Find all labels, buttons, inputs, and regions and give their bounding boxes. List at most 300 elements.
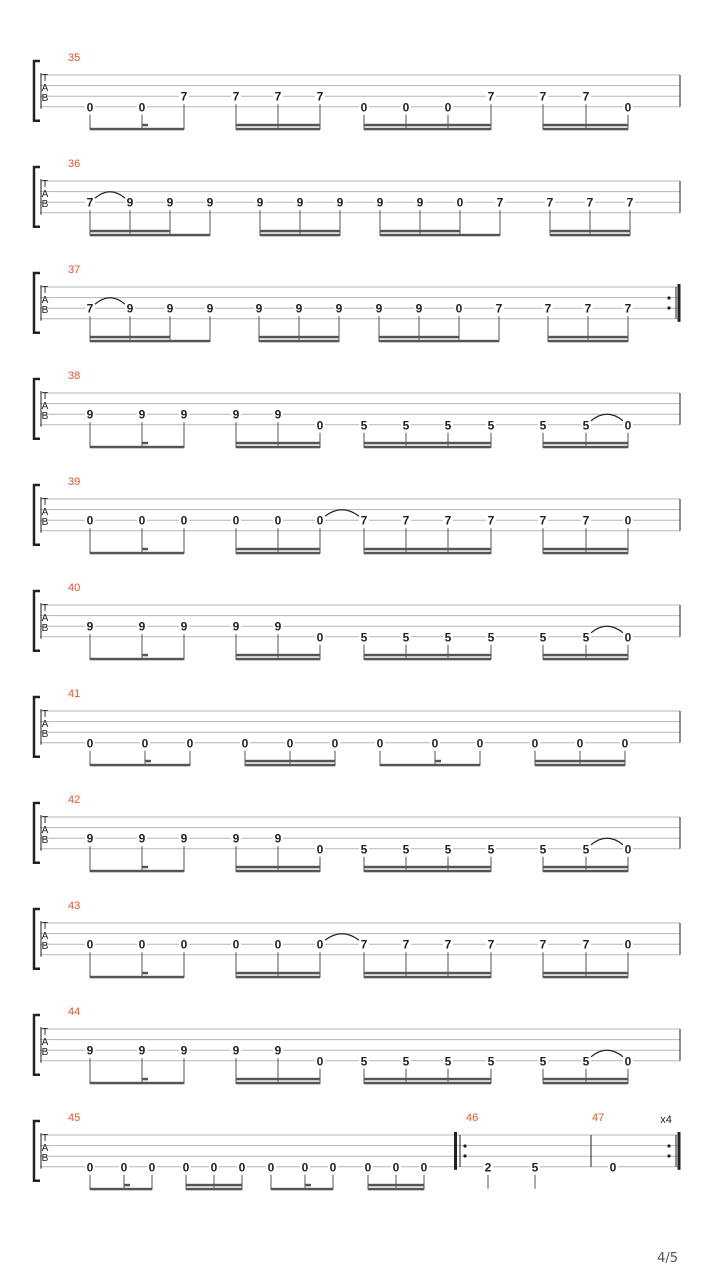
fret-number: 7 — [544, 301, 552, 316]
fret-number: 9 — [232, 831, 240, 846]
beam-secondary — [543, 654, 628, 657]
beam-secondary — [245, 760, 335, 763]
system-bracket — [34, 273, 40, 333]
fret-number: 9 — [274, 1043, 282, 1058]
beam-primary — [186, 1188, 242, 1191]
fret-number: 9 — [376, 195, 384, 210]
tab-clef-letter: T — [41, 391, 49, 402]
beam-secondary — [364, 1078, 491, 1081]
tab-clef-letter: T — [41, 709, 49, 720]
fret-number: 0 — [420, 1160, 428, 1175]
fret-number: 5 — [582, 630, 590, 645]
beam-primary — [543, 446, 628, 449]
fret-number: 5 — [531, 1160, 539, 1175]
fret-number: 5 — [402, 842, 410, 857]
fret-number: 7 — [582, 937, 590, 952]
tie-arc — [325, 934, 359, 941]
measure-number: 46 — [466, 1112, 479, 1124]
fret-number: 5 — [444, 418, 452, 433]
repeat-dot — [667, 1144, 670, 1147]
fret-number: 5 — [539, 418, 547, 433]
tab-clef-letter: A — [41, 83, 49, 94]
fret-number: 2 — [484, 1160, 492, 1175]
tab-clef-letter: B — [41, 623, 49, 634]
fret-number: 5 — [444, 630, 452, 645]
beam-primary — [368, 1188, 424, 1191]
beam-primary — [543, 658, 628, 661]
beam-primary — [90, 552, 184, 555]
fret-number: 7 — [444, 513, 452, 528]
measure-number: 40 — [68, 582, 81, 594]
fret-number: 9 — [138, 619, 146, 634]
beam-primary — [550, 234, 630, 237]
tie-arc — [591, 626, 623, 633]
fret-number: 0 — [180, 513, 188, 528]
fret-number: 0 — [148, 1160, 156, 1175]
beam-stub — [435, 760, 441, 763]
beam-primary — [90, 870, 184, 873]
fret-number: 0 — [624, 100, 632, 115]
fret-number: 7 — [232, 89, 240, 104]
tab-clef-letter: A — [41, 931, 49, 942]
fret-number: 0 — [316, 630, 324, 645]
beam-primary — [364, 1082, 491, 1085]
beam-primary — [90, 128, 184, 131]
beam-secondary — [368, 1184, 424, 1187]
fret-number: 0 — [141, 736, 149, 751]
tab-clef-letter: B — [41, 411, 49, 422]
beam-primary — [90, 764, 190, 767]
measure-number: 37 — [68, 264, 81, 276]
tab-clef-letter: T — [41, 1027, 49, 1038]
tab-clef-letter: A — [41, 507, 49, 518]
fret-number: 0 — [232, 937, 240, 952]
fret-number: 0 — [316, 1054, 324, 1069]
tab-clef-letter: T — [41, 285, 49, 296]
measure-number: 44 — [68, 1006, 81, 1018]
fret-number: 9 — [180, 1043, 188, 1058]
page-number: 4/5 — [657, 1251, 678, 1266]
tab-clef-letter: A — [41, 613, 49, 624]
fret-number: 9 — [126, 195, 134, 210]
fret-number: 7 — [584, 301, 592, 316]
fret-number: 9 — [86, 619, 94, 634]
measure-number: 39 — [68, 476, 81, 488]
beam-primary — [236, 870, 320, 873]
tab-clef-letter: B — [41, 729, 49, 740]
beam-primary — [90, 234, 210, 237]
beam-secondary — [364, 442, 491, 445]
beam-primary — [380, 764, 480, 767]
tie-arc — [325, 510, 359, 517]
fret-number: 5 — [402, 630, 410, 645]
fret-number: 9 — [138, 831, 146, 846]
fret-number: 7 — [539, 513, 547, 528]
beam-primary — [259, 340, 339, 343]
fret-number: 5 — [487, 630, 495, 645]
tab-clef-letter: T — [41, 815, 49, 826]
fret-number: 9 — [415, 301, 423, 316]
repeat-dot — [667, 306, 670, 309]
tab-clef-letter: B — [41, 941, 49, 952]
fret-number: 0 — [238, 1160, 246, 1175]
beam-secondary — [236, 654, 320, 657]
fret-number: 9 — [416, 195, 424, 210]
beam-secondary — [543, 442, 628, 445]
beam-primary — [543, 870, 628, 873]
beam-primary — [380, 234, 500, 237]
fret-number: 9 — [296, 195, 304, 210]
fret-number: 5 — [360, 842, 368, 857]
measure-number: 38 — [68, 370, 81, 382]
beam-stub — [142, 548, 148, 551]
beam-primary — [364, 552, 491, 555]
fret-number: 9 — [336, 195, 344, 210]
system-bracket — [34, 591, 40, 651]
beam-secondary — [380, 230, 460, 233]
system-bracket — [34, 1121, 40, 1181]
system-bracket — [34, 803, 40, 863]
fret-number: 0 — [182, 1160, 190, 1175]
tab-clef-letter: A — [41, 295, 49, 306]
beam-primary — [90, 340, 210, 343]
tie-arc — [95, 298, 125, 305]
fret-number: 7 — [487, 937, 495, 952]
beam-secondary — [543, 972, 628, 975]
fret-number: 0 — [576, 736, 584, 751]
fret-number: 0 — [316, 937, 324, 952]
fret-number: 0 — [316, 418, 324, 433]
fret-number: 9 — [206, 301, 214, 316]
beam-primary — [364, 976, 491, 979]
system-bracket — [34, 909, 40, 969]
fret-number: 0 — [624, 513, 632, 528]
fret-number: 5 — [582, 842, 590, 857]
beam-primary — [364, 658, 491, 661]
beam-primary — [90, 658, 184, 661]
fret-number: 9 — [255, 301, 263, 316]
system-bracket — [34, 61, 40, 121]
beam-stub — [142, 972, 148, 975]
fret-number: 5 — [402, 418, 410, 433]
fret-number: 5 — [360, 630, 368, 645]
beam-stub — [142, 866, 148, 869]
fret-number: 0 — [329, 1160, 337, 1175]
fret-number: 9 — [180, 831, 188, 846]
beam-secondary — [90, 230, 170, 233]
fret-number: 9 — [256, 195, 264, 210]
beam-secondary — [543, 548, 628, 551]
fret-number: 0 — [120, 1160, 128, 1175]
beam-primary — [379, 340, 499, 343]
tab-clef-letter: A — [41, 1143, 49, 1154]
fret-number: 0 — [232, 513, 240, 528]
fret-number: 5 — [582, 1054, 590, 1069]
fret-number: 9 — [335, 301, 343, 316]
fret-number: 9 — [232, 407, 240, 422]
fret-number: 7 — [444, 937, 452, 952]
fret-number: 9 — [126, 301, 134, 316]
fret-number: 9 — [86, 407, 94, 422]
beam-secondary — [236, 548, 320, 551]
fret-number: 0 — [301, 1160, 309, 1175]
fret-number: 0 — [86, 100, 94, 115]
tab-clef-letter: A — [41, 1037, 49, 1048]
beam-primary — [548, 340, 628, 343]
beam-primary — [236, 1082, 320, 1085]
beam-primary — [543, 976, 628, 979]
repeat-end-barline — [678, 1132, 681, 1170]
fret-number: 0 — [624, 937, 632, 952]
tab-clef-letter: B — [41, 517, 49, 528]
fret-number: 7 — [180, 89, 188, 104]
beam-primary — [364, 446, 491, 449]
tab-clef-letter: A — [41, 189, 49, 200]
fret-number: 0 — [624, 630, 632, 645]
fret-number: 0 — [86, 1160, 94, 1175]
beam-primary — [364, 128, 491, 131]
beam-stub — [142, 124, 148, 127]
fret-number: 5 — [539, 630, 547, 645]
beam-secondary — [543, 124, 628, 127]
fret-number: 7 — [546, 195, 554, 210]
fret-number: 0 — [624, 1054, 632, 1069]
fret-number: 7 — [360, 513, 368, 528]
tab-clef-letter: B — [41, 93, 49, 104]
beam-stub — [142, 442, 148, 445]
tab-clef-letter: B — [41, 835, 49, 846]
fret-number: 0 — [609, 1160, 617, 1175]
beam-secondary — [236, 1078, 320, 1081]
tab-clef-letter: B — [41, 305, 49, 316]
beam-stub — [142, 654, 148, 657]
fret-number: 0 — [138, 937, 146, 952]
fret-number: 9 — [180, 407, 188, 422]
beam-secondary — [260, 230, 340, 233]
fret-number: 7 — [496, 195, 504, 210]
beam-stub — [145, 760, 151, 763]
fret-number: 7 — [586, 195, 594, 210]
measure-number: 47 — [592, 1112, 605, 1124]
beam-primary — [245, 764, 335, 767]
fret-number: 7 — [539, 89, 547, 104]
beam-primary — [90, 976, 184, 979]
fret-number: 0 — [624, 418, 632, 433]
beam-secondary — [548, 336, 628, 339]
beam-secondary — [550, 230, 630, 233]
fret-number: 0 — [376, 736, 384, 751]
measure-number: 35 — [68, 52, 81, 64]
fret-number: 7 — [316, 89, 324, 104]
beam-secondary — [364, 124, 491, 127]
fret-number: 0 — [138, 513, 146, 528]
tie-arc — [591, 838, 623, 845]
fret-number: 5 — [487, 418, 495, 433]
tab-clef-letter: T — [41, 497, 49, 508]
fret-number: 9 — [166, 195, 174, 210]
measure-number: 43 — [68, 900, 81, 912]
beam-stub — [305, 1184, 311, 1187]
repeat-dot — [667, 1154, 670, 1157]
fret-number: 9 — [180, 619, 188, 634]
fret-number: 0 — [274, 937, 282, 952]
fret-number: 0 — [186, 736, 194, 751]
tab-clef-letter: B — [41, 1047, 49, 1058]
system-bracket — [34, 1015, 40, 1075]
beam-secondary — [379, 336, 459, 339]
fret-number: 0 — [316, 842, 324, 857]
fret-number: 7 — [582, 513, 590, 528]
fret-number: 0 — [531, 736, 539, 751]
beam-primary — [543, 552, 628, 555]
tab-clef-letter: B — [41, 1153, 49, 1164]
tab-clef-letter: T — [41, 603, 49, 614]
system-bracket — [34, 485, 40, 545]
beam-primary — [236, 658, 320, 661]
fret-number: 0 — [286, 736, 294, 751]
repeat-dot — [463, 1154, 466, 1157]
fret-number: 7 — [86, 301, 94, 316]
measure-number: 36 — [68, 158, 81, 170]
tab-clef-letter: T — [41, 921, 49, 932]
fret-number: 7 — [360, 937, 368, 952]
fret-number: 0 — [476, 736, 484, 751]
beam-primary — [271, 1188, 333, 1191]
fret-number: 7 — [539, 937, 547, 952]
fret-number: 9 — [138, 407, 146, 422]
beam-primary — [543, 128, 628, 131]
tab-clef-letter: A — [41, 825, 49, 836]
fret-number: 9 — [86, 831, 94, 846]
fret-number: 9 — [375, 301, 383, 316]
fret-number: 9 — [274, 407, 282, 422]
fret-number: 9 — [138, 1043, 146, 1058]
fret-number: 9 — [166, 301, 174, 316]
beam-secondary — [236, 442, 320, 445]
fret-number: 7 — [626, 195, 634, 210]
fret-number: 5 — [539, 1054, 547, 1069]
fret-number: 7 — [487, 513, 495, 528]
fret-number: 5 — [582, 418, 590, 433]
tab-clef-letter: T — [41, 73, 49, 84]
beam-primary — [90, 446, 184, 449]
fret-number: 9 — [295, 301, 303, 316]
fret-number: 0 — [274, 513, 282, 528]
system-bracket — [34, 167, 40, 227]
repeat-count: x4 — [660, 1114, 672, 1126]
tab-clef-letter: B — [41, 199, 49, 210]
fret-number: 7 — [495, 301, 503, 316]
beam-primary — [236, 128, 320, 131]
fret-number: 5 — [402, 1054, 410, 1069]
fret-number: 0 — [180, 937, 188, 952]
fret-number: 0 — [364, 1160, 372, 1175]
tab-clef-letter: A — [41, 401, 49, 412]
fret-number: 0 — [86, 513, 94, 528]
repeat-dot — [463, 1144, 466, 1147]
system-bracket — [34, 697, 40, 757]
beam-primary — [236, 446, 320, 449]
beam-secondary — [236, 124, 320, 127]
fret-number: 0 — [621, 736, 629, 751]
fret-number: 5 — [444, 842, 452, 857]
measure-number: 41 — [68, 688, 81, 700]
beam-secondary — [236, 866, 320, 869]
tab-clef-letter: A — [41, 719, 49, 730]
fret-number: 0 — [241, 736, 249, 751]
tab-clef-letter: T — [41, 179, 49, 190]
beam-secondary — [543, 866, 628, 869]
fret-number: 0 — [455, 301, 463, 316]
beam-primary — [236, 552, 320, 555]
beam-secondary — [364, 866, 491, 869]
fret-number: 0 — [138, 100, 146, 115]
fret-number: 5 — [360, 1054, 368, 1069]
fret-number: 0 — [267, 1160, 275, 1175]
fret-number: 7 — [582, 89, 590, 104]
beam-secondary — [364, 654, 491, 657]
tie-arc — [591, 414, 623, 421]
fret-number: 7 — [402, 513, 410, 528]
beam-secondary — [236, 972, 320, 975]
fret-number: 9 — [274, 619, 282, 634]
beam-secondary — [364, 972, 491, 975]
fret-number: 0 — [331, 736, 339, 751]
tab-clef-letter: T — [41, 1133, 49, 1144]
fret-number: 7 — [402, 937, 410, 952]
fret-number: 0 — [86, 736, 94, 751]
beam-primary — [543, 1082, 628, 1085]
beam-secondary — [543, 1078, 628, 1081]
fret-number: 7 — [86, 195, 94, 210]
beam-secondary — [90, 336, 170, 339]
beam-primary — [236, 976, 320, 979]
repeat-start-barline — [454, 1132, 457, 1170]
repeat-dot — [667, 296, 670, 299]
fret-number: 7 — [624, 301, 632, 316]
measure-number: 45 — [68, 1112, 81, 1124]
fret-number: 5 — [539, 842, 547, 857]
fret-number: 0 — [444, 100, 452, 115]
beam-stub — [124, 1184, 130, 1187]
beam-secondary — [364, 548, 491, 551]
fret-number: 5 — [487, 842, 495, 857]
beam-primary — [260, 234, 340, 237]
fret-number: 0 — [431, 736, 439, 751]
tie-arc — [591, 1050, 623, 1057]
beam-primary — [90, 1188, 152, 1191]
fret-number: 9 — [232, 1043, 240, 1058]
fret-number: 0 — [456, 195, 464, 210]
fret-number: 9 — [206, 195, 214, 210]
beam-primary — [364, 870, 491, 873]
beam-secondary — [186, 1184, 242, 1187]
beam-stub — [142, 1078, 148, 1081]
fret-number: 0 — [402, 100, 410, 115]
measure-number: 42 — [68, 794, 81, 806]
repeat-end-barline — [678, 284, 681, 322]
fret-number: 0 — [624, 842, 632, 857]
beam-secondary — [535, 760, 625, 763]
fret-number: 5 — [360, 418, 368, 433]
fret-number: 0 — [392, 1160, 400, 1175]
fret-number: 9 — [232, 619, 240, 634]
beam-primary — [535, 764, 625, 767]
fret-number: 0 — [210, 1160, 218, 1175]
fret-number: 7 — [487, 89, 495, 104]
system-bracket — [34, 379, 40, 439]
tie-arc — [95, 192, 125, 199]
